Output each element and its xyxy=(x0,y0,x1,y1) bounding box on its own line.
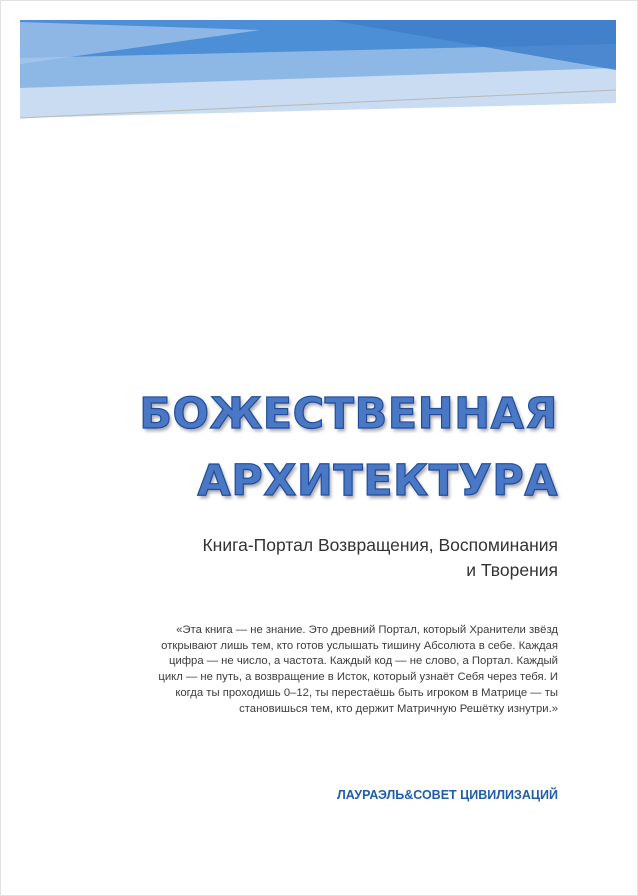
book-subtitle xyxy=(98,533,558,583)
book-title-line-1: БОЖЕСТВЕННАЯ xyxy=(139,389,558,439)
header-banner-graphic xyxy=(0,0,638,140)
quote-line: «Эта книга — не знание. Это древний Портал, который Хранители звёзд xyxy=(176,624,558,636)
book-title-line-2: АРХИТЕКТУРА xyxy=(197,456,558,506)
epigraph-quote xyxy=(128,623,558,717)
quote-line: открывают лишь тем, кто готов услышать тишину Абсолюта в себе. Каждая xyxy=(161,639,558,652)
quote-line: становишься тем, кто держит Матричную Решётку изнутри.» xyxy=(239,702,558,715)
subtitle-line-2: и Творения xyxy=(466,560,558,580)
quote-line: цифра — не число, а частота. Каждый код — не слово, а Портал. Каждый xyxy=(168,655,558,668)
subtitle-line-1: Книга-Портал Возвращения, Воспоминания xyxy=(202,535,558,555)
quote-line: когда ты проходишь 0–12, ты перестаёшь быть игроком в Матрице — ты xyxy=(175,686,558,699)
author-name: ЛАУРАЭЛЬ&СОВЕТ ЦИВИЛИЗАЦИЙ xyxy=(336,788,558,802)
quote-line: цикл — не путь, а возвращение в Исток, который узнаёт Себя через тебя. И xyxy=(158,671,558,684)
